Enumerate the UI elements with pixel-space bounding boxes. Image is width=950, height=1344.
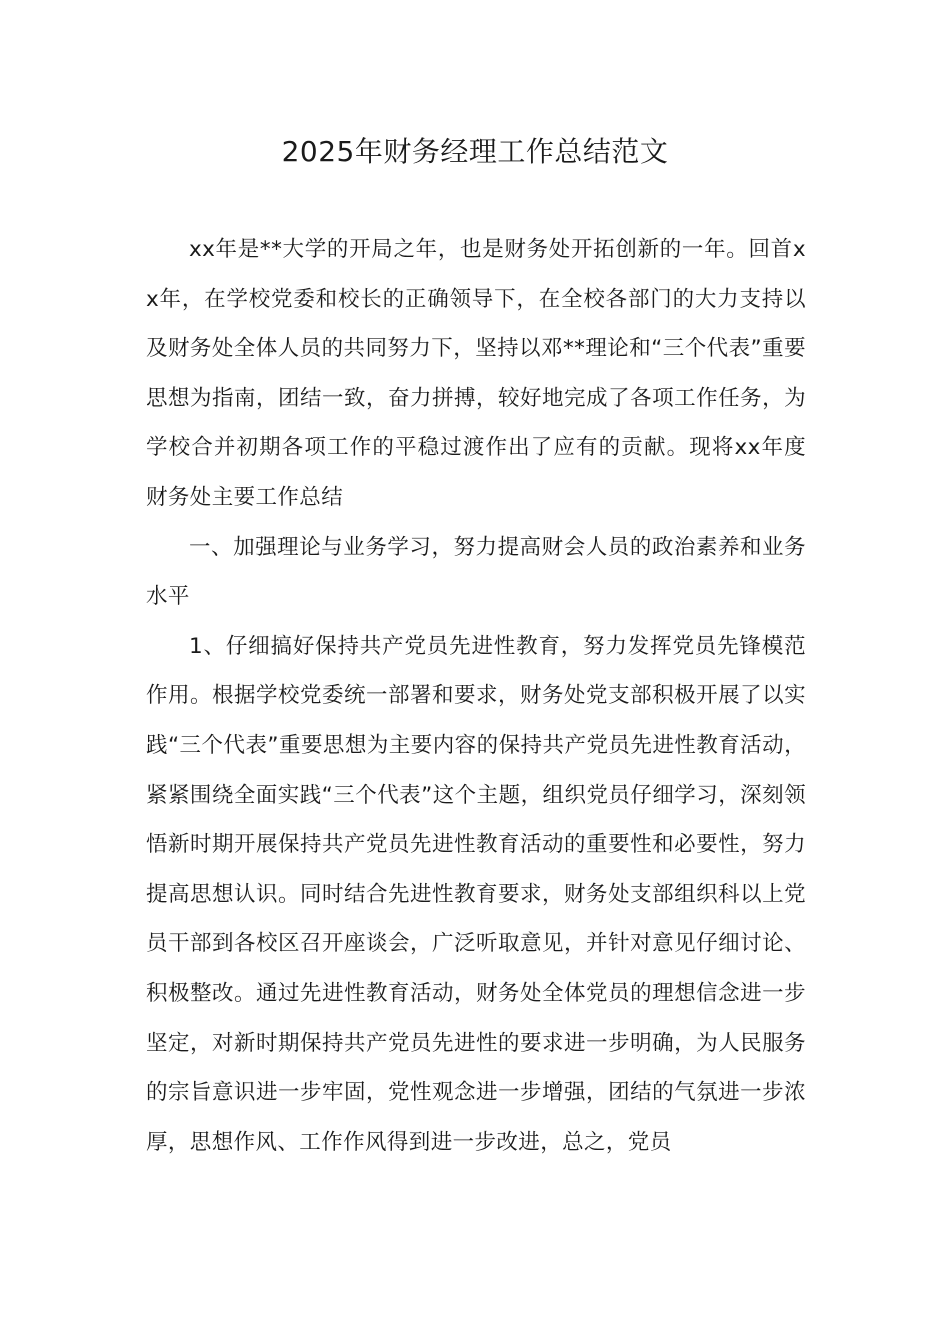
document-title: 2025年财务经理工作总结范文 [281,135,669,168]
paragraph-item-1: 1、仔细搞好保持共产党员先进性教育，努力发挥党员先锋模范作用。根据学校党委统一部署和要求，财务处党支部积极开展了以实践“三个代表”重要思想为主要内容的保持共产党员先进性教育活动，紧紧围绕全面实践“三个代表”这个主题，组织党员仔细学习，深刻领悟新时期开展保持共产党员先进性教育活动的重要性和必要性，努力提高思想认识。同时结合先进性教育要求，财务处支部组织科以上党员干部到各校区召开座谈会，广泛听取意见，并针对意见仔细讨论、积极整改。通过先进性教育活动，财务处全体党员的理想信念进一步坚定，对新时期保持共产党员先进性的要求进一步明确，为人民服务的宗旨意识进一步牢固，党性观念进一步增强，团结的气氛进一步浓厚，思想作风、工作作风得到进一步改进，总之，党员 [146,633,806,1155]
section-heading-1: 一、加强理论与业务学习，努力提高财会人员的政治素养和业务水平 [146,534,806,610]
document-body [146,225,806,1167]
paragraph-intro: xx年是**大学的开局之年，也是财务处开拓创新的一年。回首xx年，在学校党委和校长的正确领导下，在全校各部门的大力支持以及财务处全体人员的共同努力下，坚持以邓**理论和“三个代表”重要思想为指南，团结一致，奋力拼搏，较好地完成了各项工作任务，为学校合并初期各项工作的平稳过渡作出了应有的贡献。现将xx年度财务处主要工作总结 [146,237,806,510]
